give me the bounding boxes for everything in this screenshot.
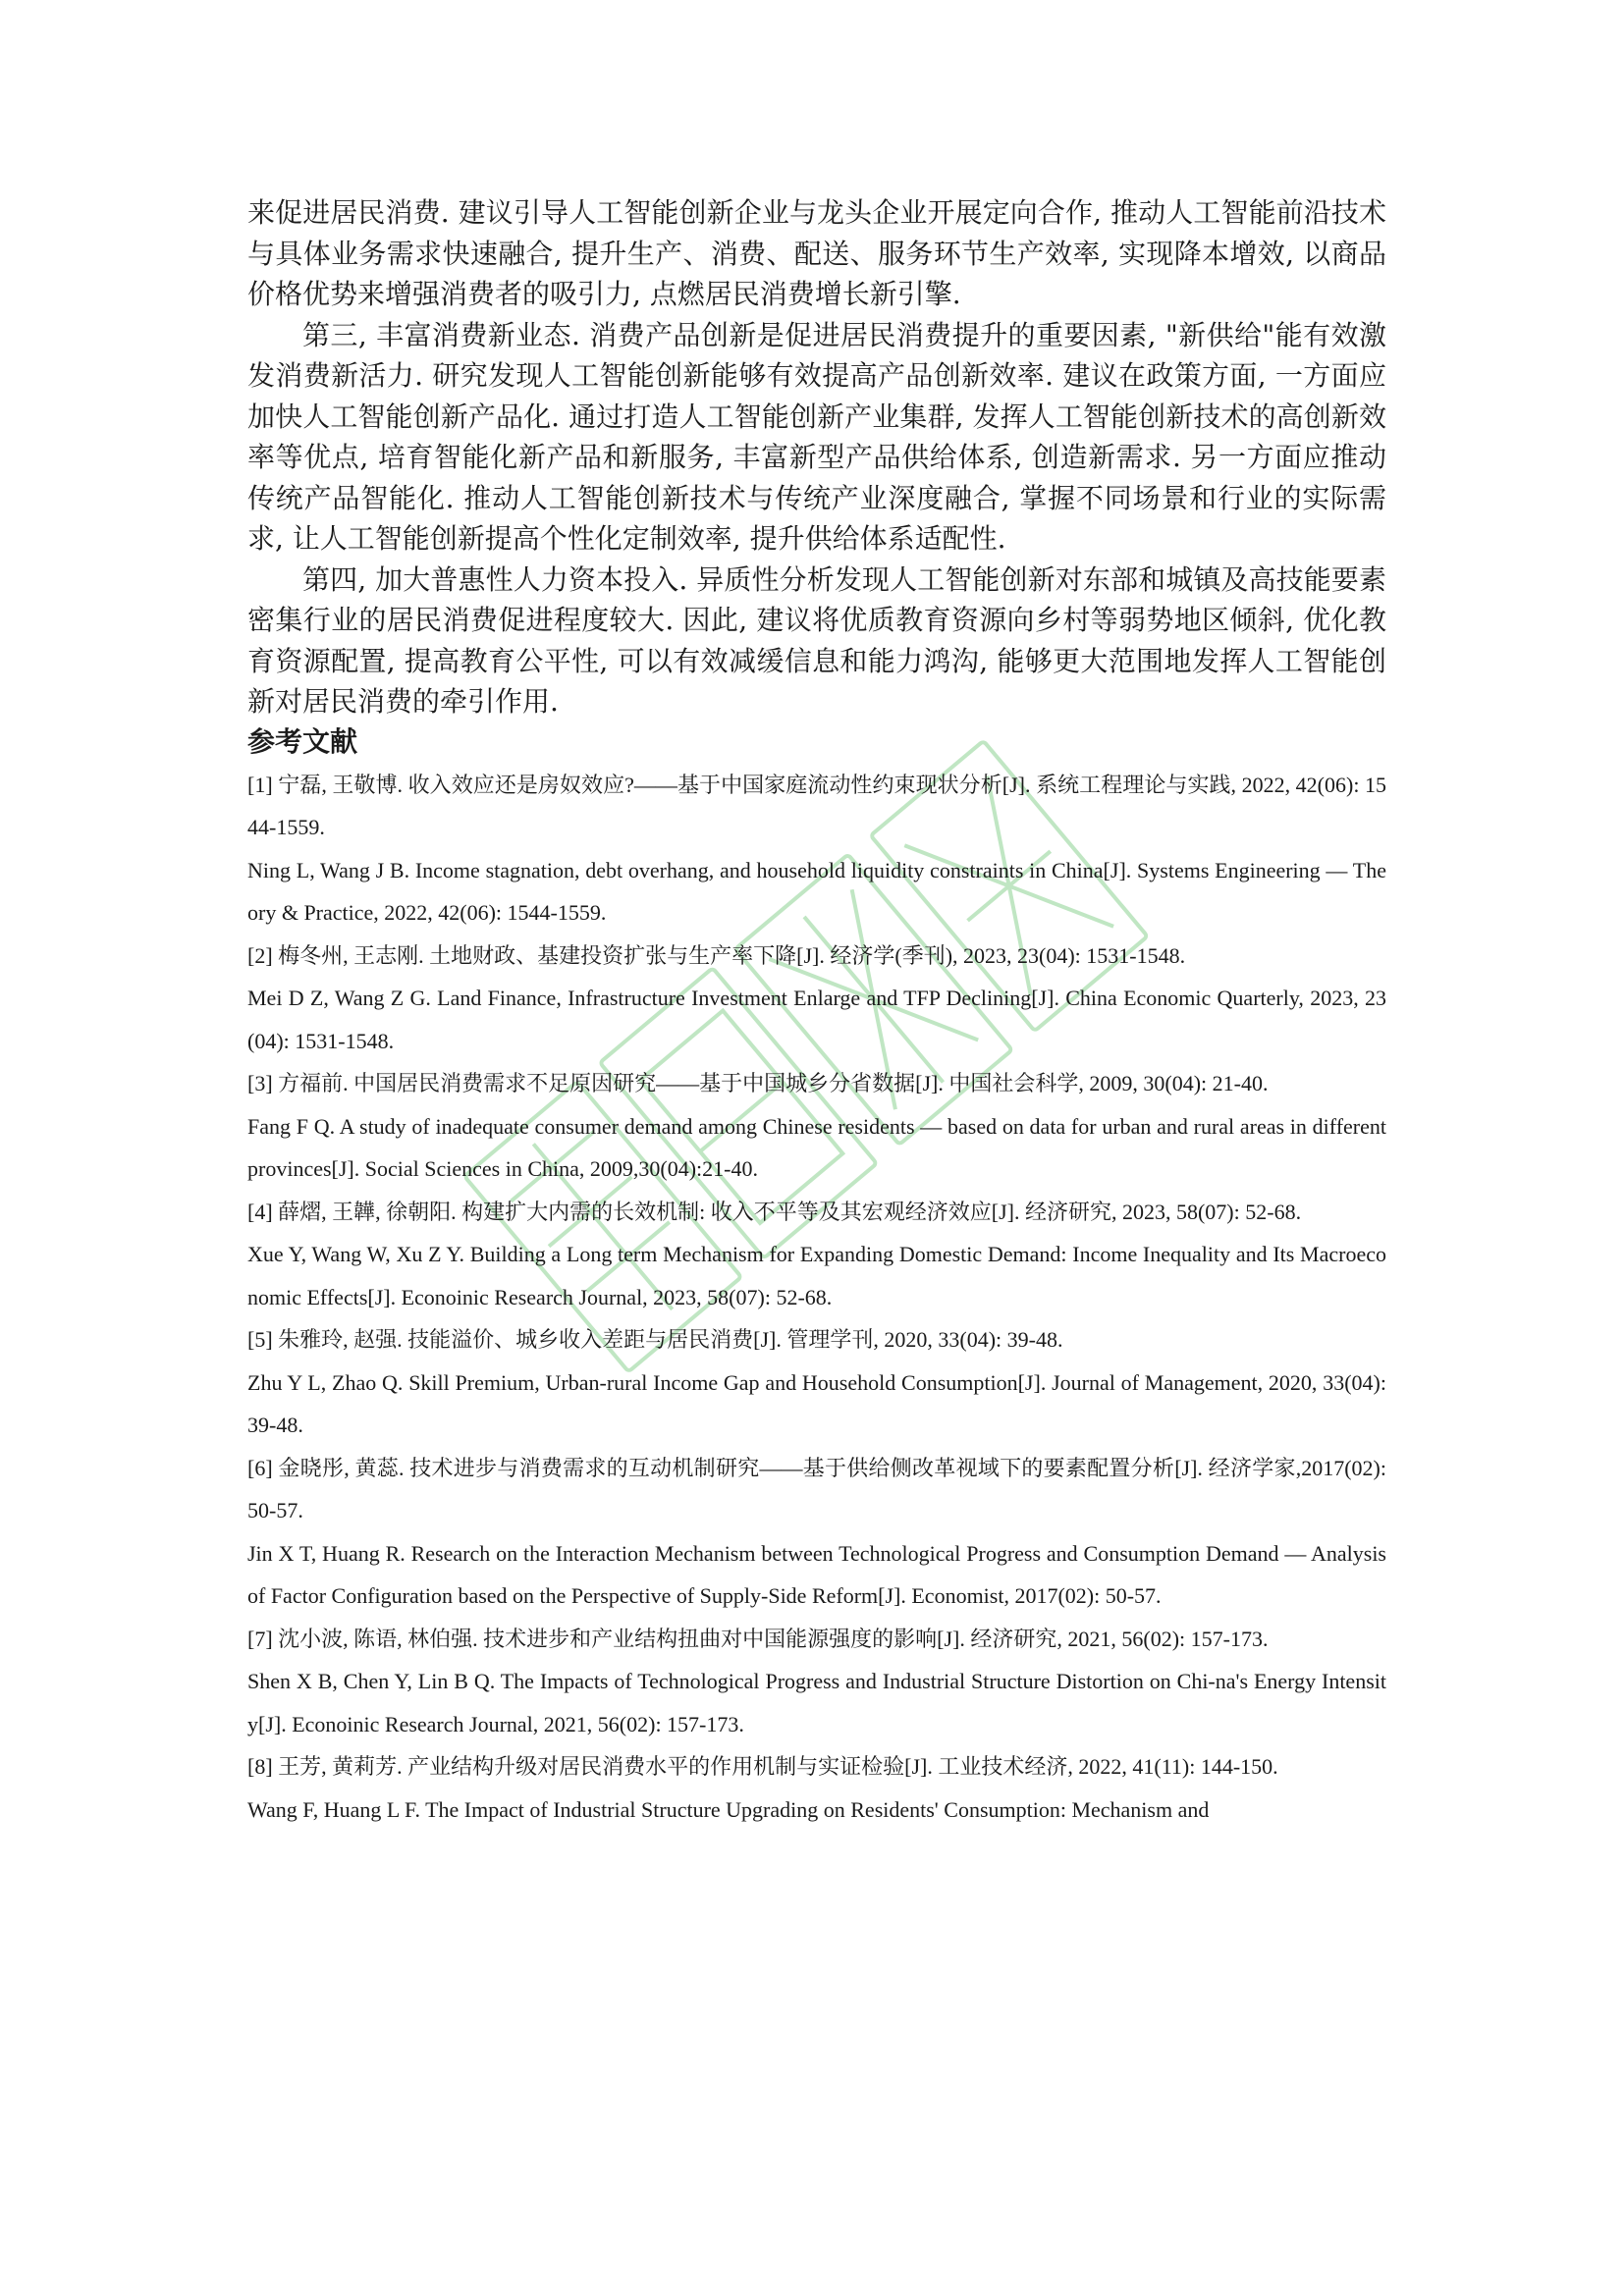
paragraph-third-point: 第三, 丰富消费新业态. 消费产品创新是促进居民消费提升的重要因素, "新供给"能有效激发消费新活力. 研究发现人工智能创新能够有效提高产品创新效率. 建议在政策方面, 一方面应加快人工智能创新产品化. 通过打造人工智能创新产业集群, 发挥人工智能创新技术的高创新效率等优点, 培育智能化新产品和新服务, 丰富新型产品供给体系, 创造新需求. 另一方面应推动传统产品智能化. 推动人工智能创新技术与传统产业深度融合, 掌握不同场景和行业的实际需求, 让人工智能创新提高个性化定制效率, 提升供给体系适配性. (247, 318, 1386, 555)
references-heading: 参考文献 (247, 724, 358, 758)
reference-entry: Ning L, Wang J B. Income stagnation, debt overhang, and household liquidity constraints in China[J]. Systems Engineering — Theory & Practice, 2022, 42(06): 1544-1559. (247, 857, 1386, 925)
reference-entry: [5] 朱雅玲, 赵强. 技能溢价、城乡收入差距与居民消费[J]. 管理学刊, 2020, 33(04): 39-48. (247, 1327, 1063, 1352)
reference-entry: [4] 薛熠, 王韡, 徐朝阳. 构建扩大内需的长效机制: 收入不平等及其宏观经济效应[J]. 经济研究, 2023, 58(07): 52-68. (247, 1199, 1302, 1224)
reference-entry: [3] 方福前. 中国居民消费需求不足原因研究——基于中国城乡分省数据[J]. 中国社会科学, 2009, 30(04): 21-40. (247, 1071, 1269, 1095)
paragraph-fourth-point: 第四, 加大普惠性人力资本投入. 异质性分析发现人工智能创新对东部和城镇及高技能要素密集行业的居民消费促进程度较大. 因此, 建议将优质教育资源向乡村等弱势地区倾斜, 优化教育资源配置, 提高教育公平性, 可以有效减缓信息和能力鸿沟, 能够更大范围地发挥人工智能创新对居民消费的牵引作用. (247, 562, 1386, 718)
paragraph-continuation: 来促进居民消费. 建议引导人工智能创新企业与龙头企业开展定向合作, 推动人工智能前沿技术与具体业务需求快速融合, 提升生产、消费、配送、服务环节生产效率, 实现降本增效, 以商品价格优势来增强消费者的吸引力, 点燃居民消费增长新引擎. (247, 196, 1386, 310)
body-text (247, 192, 1386, 722)
reference-entry: [7] 沈小波, 陈语, 林伯强. 技术进步和产业结构扭曲对中国能源强度的影响[J]. 经济研究, 2021, 56(02): 157-173. (247, 1626, 1269, 1651)
reference-entry: Wang F, Huang L F. The Impact of Industrial Structure Upgrading on Residents' Consumption: Mechanism and (247, 1796, 1210, 1822)
reference-entry: [6] 金晓彤, 黄蕊. 技术进步与消费需求的互动机制研究——基于供给侧改革视域下的要素配置分析[J]. 经济学家,2017(02): 50-57. (247, 1455, 1386, 1522)
reference-entry: Zhu Y L, Zhao Q. Skill Premium, Urban-rural Income Gap and Household Consumption[J]. Journal of Management, 2020, 33(04): 39-48. (247, 1369, 1386, 1437)
reference-entry: Shen X B, Chen Y, Lin B Q. The Impacts of Technological Progress and Industrial Structure Distortion on Chi-na's Energy Intensity[J]. Econoinic Research Journal, 2021, 56(02): 157-173. (247, 1669, 1386, 1736)
reference-entry: Fang F Q. A study of inadequate consumer demand among Chinese residents — based on data for urban and rural areas in different provinces[J]. Social Sciences in China, 2009,30(04):21-40. (247, 1113, 1386, 1181)
reference-entry: [1] 宁磊, 王敬博. 收入效应还是房奴效应?——基于中国家庭流动性约束现状分析[J]. 系统工程理论与实践, 2022, 42(06): 1544-1559. (247, 772, 1386, 839)
reference-entry: [8] 王芳, 黄莉芳. 产业结构升级对居民消费水平的作用机制与实证检验[J]. 工业技术经济, 2022, 41(11): 144-150. (247, 1754, 1278, 1779)
references-list (247, 764, 1386, 1832)
reference-entry: Jin X T, Huang R. Research on the Interaction Mechanism between Technological Progress and Consumption Demand — Analysis of Factor Configuration based on the Perspective of Supply-Side Reform[J]. Economist, 2017(02): 50-57. (247, 1540, 1386, 1608)
reference-entry: Xue Y, Wang W, Xu Z Y. Building a Long term Mechanism for Expanding Domestic Demand: Income Inequality and Its Macroeconomic Effects[J]. Econoinic Research Journal, 2023, 58(07): 52-68. (247, 1242, 1386, 1309)
page-content (247, 192, 1386, 1831)
reference-entry: Mei D Z, Wang Z G. Land Finance, Infrastructure Investment Enlarge and TFP Declining[J]. China Economic Quarterly, 2023, 23(04): 1531-1548. (247, 986, 1386, 1053)
reference-entry: [2] 梅冬州, 王志刚. 土地财政、基建投资扩张与生产率下降[J]. 经济学(季刊), 2023, 23(04): 1531-1548. (247, 942, 1186, 968)
